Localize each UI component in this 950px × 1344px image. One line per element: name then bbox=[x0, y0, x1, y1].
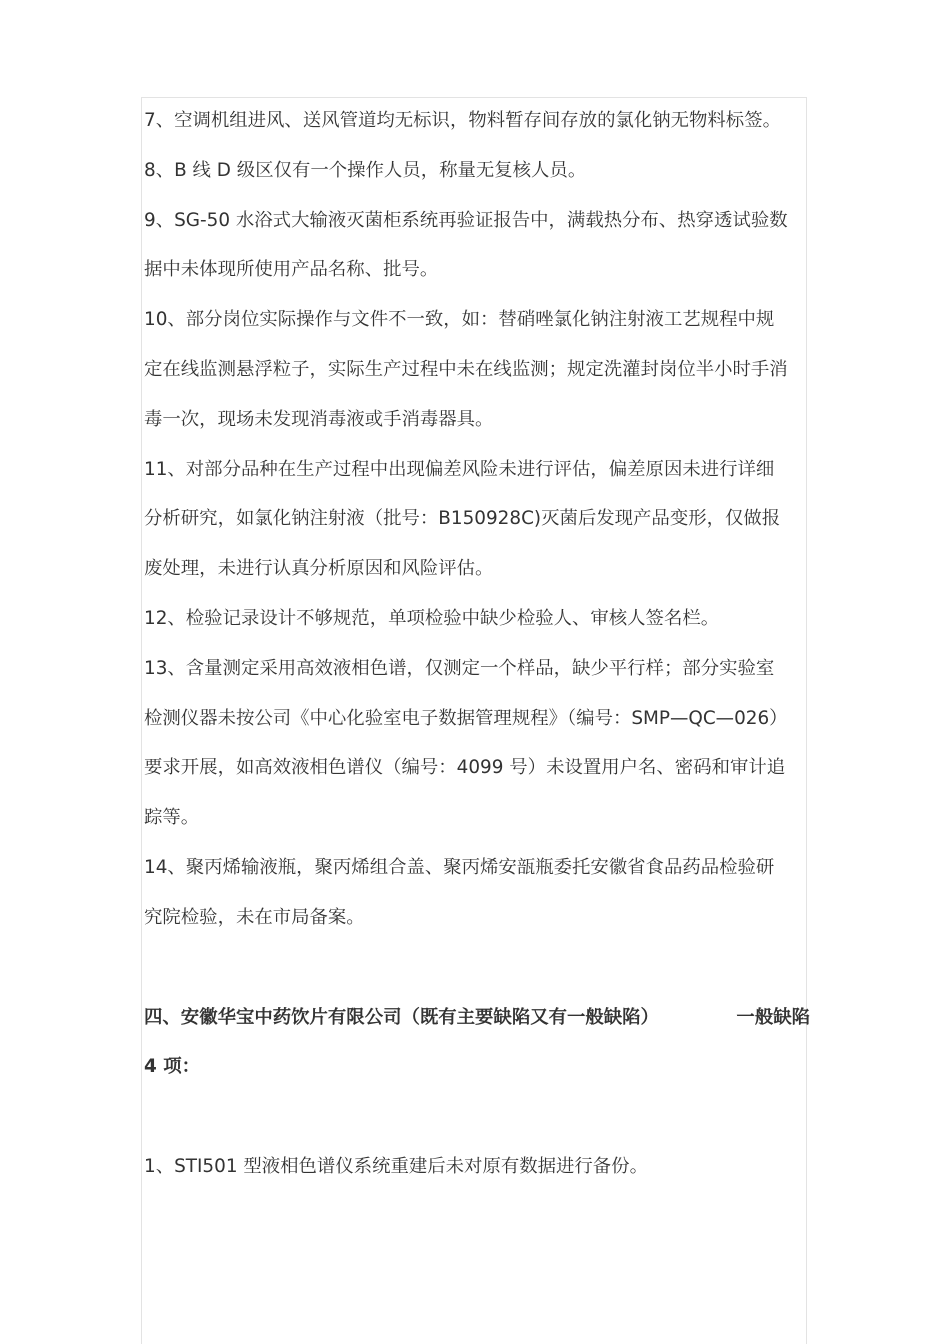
text-line: 9、SG-50 水浴式大输液灭菌柜系统再验证报告中，满载热分布、热穿透试验数 bbox=[144, 209, 788, 231]
heading-count: 4 项： bbox=[144, 1056, 200, 1078]
document-body bbox=[144, 96, 810, 1192]
list-item bbox=[144, 196, 810, 296]
text-line: 踪等。 bbox=[144, 807, 200, 829]
section-heading bbox=[144, 993, 810, 1093]
list-item bbox=[144, 843, 810, 943]
heading-defect-type: 一般缺陷 bbox=[736, 1006, 810, 1028]
text-line: 13、含量测定采用高效液相色谱，仅测定一个样品，缺少平行样；部分实验室 bbox=[144, 657, 775, 679]
blank-line bbox=[144, 1092, 810, 1142]
list-item bbox=[144, 295, 810, 444]
list-item bbox=[144, 644, 810, 843]
list-item bbox=[144, 96, 810, 146]
text-line: 据中未体现所使用产品名称、批号。 bbox=[144, 259, 439, 281]
text-line: 废处理，未进行认真分析原因和风险评估。 bbox=[144, 558, 494, 580]
text-line: 1、STI501 型液相色谱仪系统重建后未对原有数据进行备份。 bbox=[144, 1156, 648, 1178]
list-item bbox=[144, 1142, 810, 1192]
list-item bbox=[144, 594, 810, 644]
heading-line bbox=[144, 993, 810, 1043]
text-line: 7、空调机组进风、送风管道均无标识，物料暂存间存放的氯化钠无物料标签。 bbox=[144, 110, 781, 131]
text-line: 10、部分岗位实际操作与文件不一致，如：替硝唑氯化钠注射液工艺规程中规 bbox=[144, 309, 775, 331]
text-line: 究院检验，未在市局备案。 bbox=[144, 906, 365, 928]
text-line: 检测仪器未按公司《中心化验室电子数据管理规程》（编号：SMP—QC—026） bbox=[144, 707, 788, 729]
list-item bbox=[144, 146, 810, 196]
text-line: 定在线监测悬浮粒子，实际生产过程中未在线监测；规定洗灌封岗位半小时手消 bbox=[144, 358, 788, 380]
text-line: 14、聚丙烯输液瓶，聚丙烯组合盖、聚丙烯安瓿瓶委托安徽省食品药品检验研 bbox=[144, 856, 775, 878]
text-line: 要求开展，如高效液相色谱仪（编号：4099 号）未设置用户名、密码和审计追 bbox=[144, 757, 786, 779]
text-line: 毒一次，现场未发现消毒液或手消毒器具。 bbox=[144, 408, 494, 430]
text-line: 11、对部分品种在生产过程中出现偏差风险未进行评估，偏差原因未进行详细 bbox=[144, 458, 775, 480]
text-line: 12、检验记录设计不够规范，单项检验中缺少检验人、审核人签名栏。 bbox=[144, 607, 720, 629]
list-item bbox=[144, 445, 810, 594]
heading-company: 四、安徽华宝中药饮片有限公司（既有主要缺陷又有一般缺陷） bbox=[144, 1006, 659, 1028]
text-line: 分析研究，如氯化钠注射液（批号：B150928C)灭菌后发现产品变形，仅做报 bbox=[144, 508, 781, 530]
text-line: 8、B 线 D 级区仅有一个操作人员，称量无复核人员。 bbox=[144, 159, 587, 181]
blank-line bbox=[144, 943, 810, 993]
